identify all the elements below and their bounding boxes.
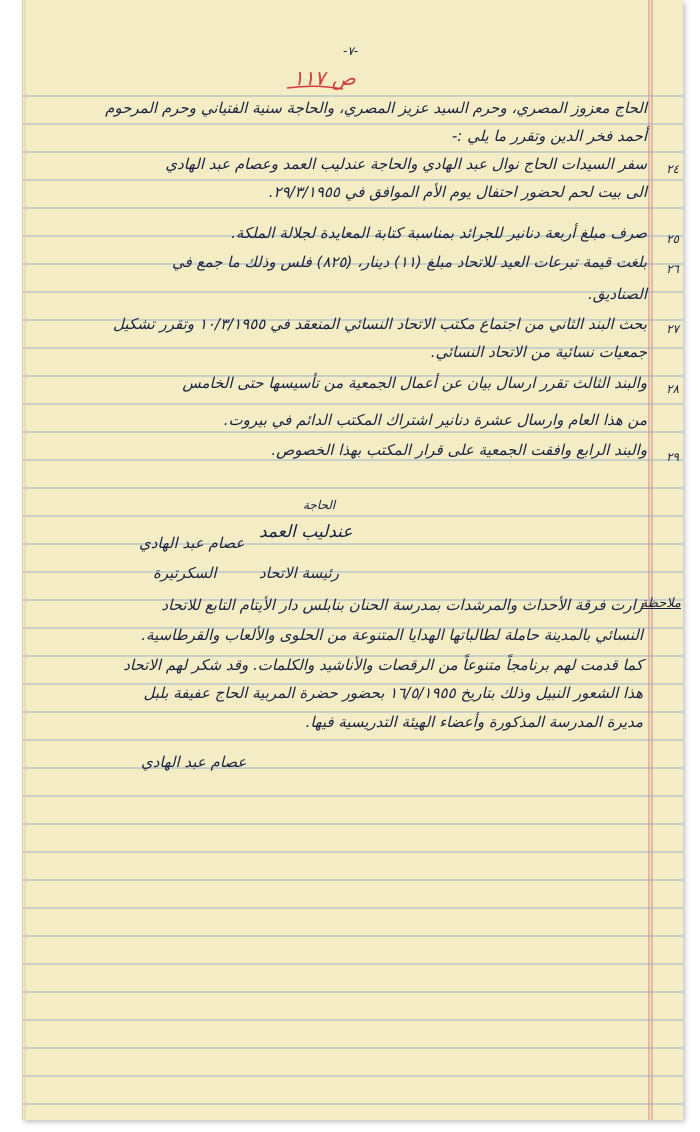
ledger-page [22, 0, 683, 1120]
signature-left-title: السكرتيرة [153, 564, 217, 582]
item-number: ٢٥ [666, 232, 679, 246]
signature-right-prefix: الحاجة [303, 498, 336, 512]
intro-line-2: أحمد فخر الدين وتقرر ما يلي :- [451, 127, 647, 145]
item-line: من هذا العام وارسال عشرة دنانير اشتراك المكتب الدائم في بيروت. [223, 411, 647, 429]
intro-line-1: الحاج معزوز المصري، وحرم السيد عزيز المصري، والحاجة سنية الفتياني وحرم المرحوم [105, 99, 647, 117]
item-line: الصناديق. [588, 285, 647, 303]
page-number: -٧- [343, 44, 359, 58]
closing-signature: عصام عبد الهادي [141, 753, 247, 771]
item-number: ٢٨ [666, 382, 679, 396]
signature-left-name: عصام عبد الهادي [139, 534, 245, 552]
note-line: مديرة المدرسة المذكورة وأعضاء الهيئة التدريسية فيها. [305, 713, 643, 731]
item-number: ٢٤ [666, 162, 679, 176]
item-line: صرف مبلغ أربعة دنانير للجرائد بمناسبة كتابة المعايدة لجلالة الملكة. [231, 224, 647, 242]
note-line: زارت فرقة الأحداث والمرشدات بمدرسة الحنان بنابلس دار الأيتام التابع للاتحاد [161, 596, 643, 614]
record-mark: ص ١١٧ [293, 66, 356, 90]
item-line: والبند الرابع وافقت الجمعية على قرار المكتب بهذا الخصوص. [271, 441, 647, 459]
item-line: الى بيت لحم لحضور احتفال يوم الأم الموافق في ٢٩/٣/١٩٥٥. [268, 183, 647, 201]
item-number: ٢٩ [666, 450, 679, 464]
note-line: كما قدمت لهم برنامجاً متنوعاً من الرقصات والأناشيد والكلمات. وقد شكر لهم الاتحاد [123, 656, 643, 674]
item-line: سفر السيدات الحاج نوال عبد الهادي والحاجة عندليب العمد وعصام عبد الهادي [165, 155, 647, 173]
record-mark-underline [285, 84, 345, 92]
item-number: ٢٦ [666, 262, 679, 276]
item-number: ٢٧ [666, 322, 679, 336]
item-line: بلغت قيمة تبرعات العيد للاتحاد مبلغ (١١) دينار، (٨٢٥) فلس وذلك ما جمع في [172, 253, 647, 271]
note-label: ملاحظة [640, 596, 681, 611]
signature-right-title: رئيسة الاتحاد [259, 564, 339, 582]
signature-right-name: عندليب العمد [259, 522, 353, 542]
item-line: بحث البند الثاني من اجتماع مكتب الاتحاد النسائي المنعقد في ١٠/٣/١٩٥٥ وتقرر تشكيل [113, 315, 647, 333]
note-line: النسائي بالمدينة حاملة لطالباتها الهدايا المتنوعة من الحلوى والألعاب والقرطاسية. [141, 626, 643, 644]
item-line: جمعيات نسائية من الاتحاد النسائي. [430, 343, 647, 361]
note-line: هذا الشعور النبيل وذلك بتاريخ ١٦/٥/١٩٥٥ بحضور حضرة المربية الحاج عفيفة بلبل [143, 684, 643, 702]
item-line: والبند الثالث تقرر ارسال بيان عن أعمال الجمعية من تأسيسها حتى الخامس [182, 374, 647, 392]
